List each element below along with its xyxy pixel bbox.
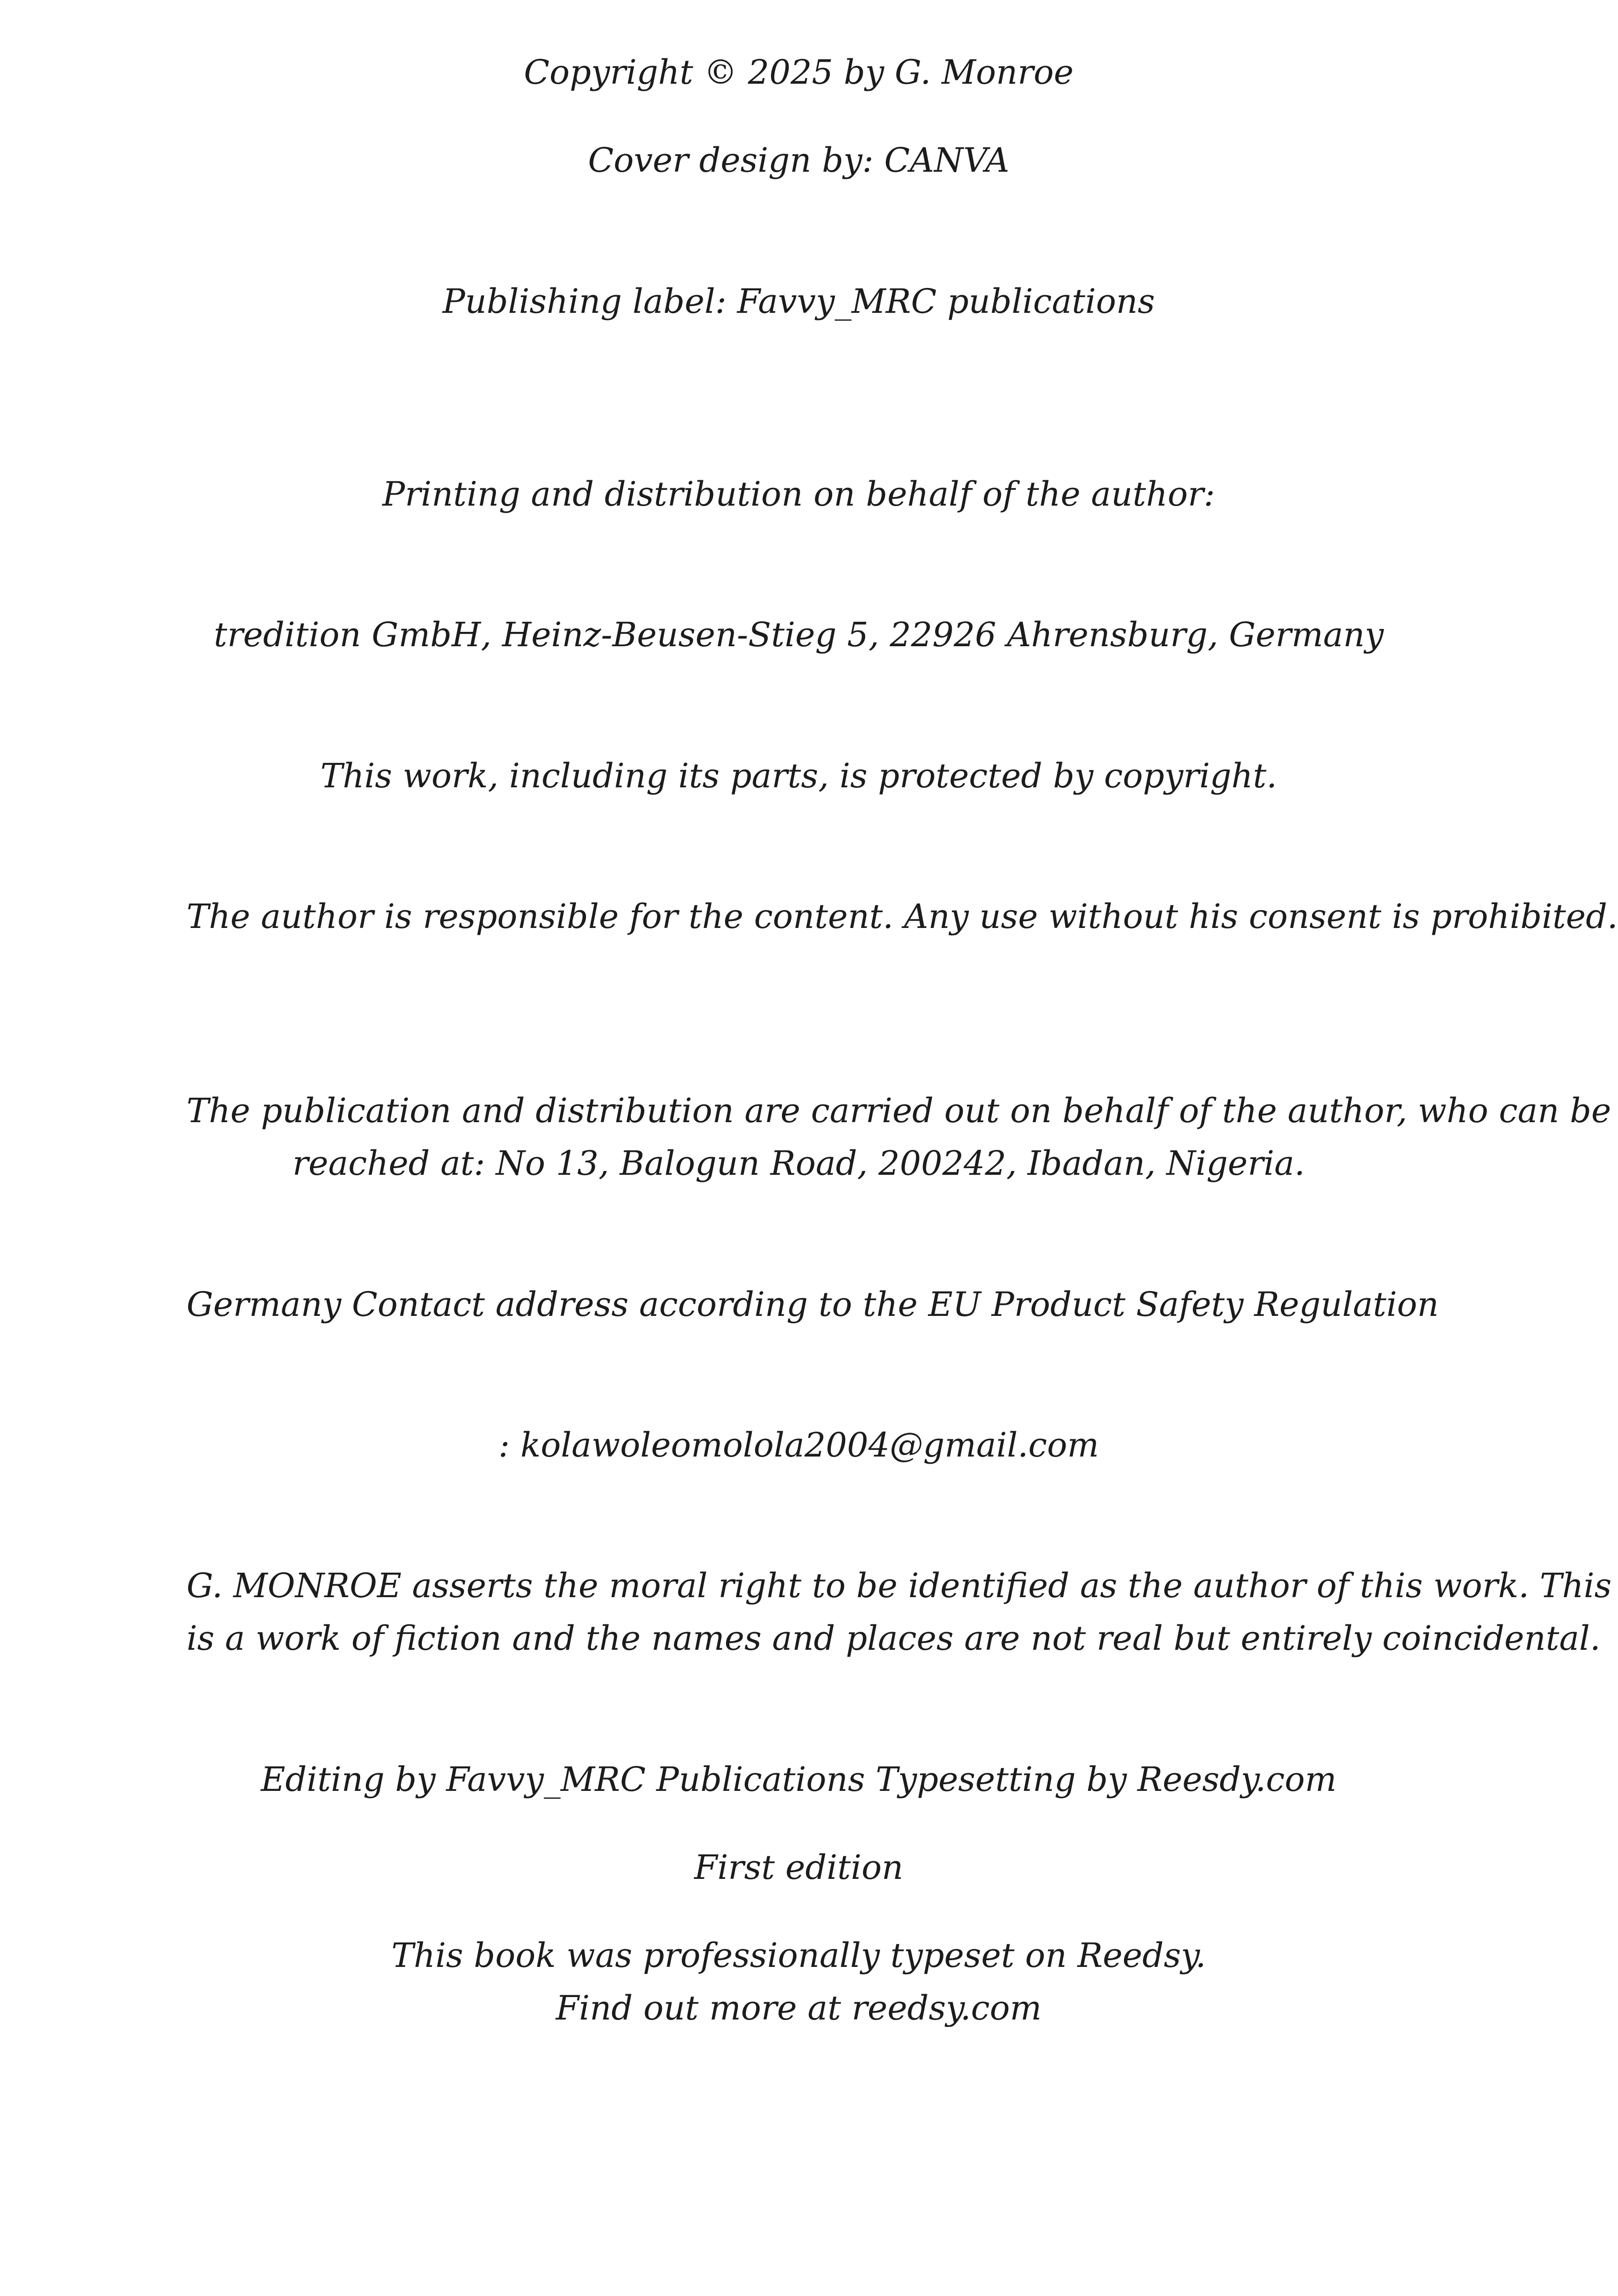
copyright-line: Copyright © 2025 by G. Monroe — [524, 53, 1074, 92]
cover-design-line: Cover design by: CANVA — [588, 141, 1010, 180]
publication-notice-line-1: The publication and distribution are carried out on behalf of the author, who can be — [187, 1091, 1611, 1130]
contact-email-line: : kolawoleomolola2004@gmail.com — [498, 1425, 1099, 1465]
protected-notice-line: This work, including its parts, is protected by copyright. — [320, 756, 1277, 795]
printing-distribution-line: Printing and distribution on behalf of the author: — [382, 475, 1215, 514]
publication-notice-line-2: reached at: No 13, Balogun Road, 200242, Ibadan, Nigeria. — [292, 1144, 1305, 1183]
distributor-address-line: tredition GmbH, Heinz-Beusen-Stieg 5, 22926 Ahrensburg, Germany — [213, 615, 1384, 654]
editing-typesetting-line: Editing by Favvy_MRC Publications Typesetting by Reesdy.com — [261, 1760, 1337, 1799]
reedsy-line-2: Find out more at reedsy.com — [556, 1988, 1042, 2028]
eu-contact-heading-line: Germany Contact address according to the EU Product Safety Regulation — [187, 1285, 1439, 1324]
moral-right-line-1: G. MONROE asserts the moral right to be identified as the author of this work. This — [187, 1566, 1612, 1605]
edition-line: First edition — [694, 1848, 903, 1887]
moral-right-line-2: is a work of fiction and the names and places are not real but entirely coincidental. — [187, 1619, 1601, 1658]
reedsy-line-1: This book was professionally typeset on Reedsy. — [391, 1936, 1206, 1975]
publishing-label-line: Publishing label: Favvy_MRC publications — [442, 282, 1155, 321]
responsibility-notice-line: The author is responsible for the content. Any use without his consent is prohibited. — [187, 897, 1618, 936]
